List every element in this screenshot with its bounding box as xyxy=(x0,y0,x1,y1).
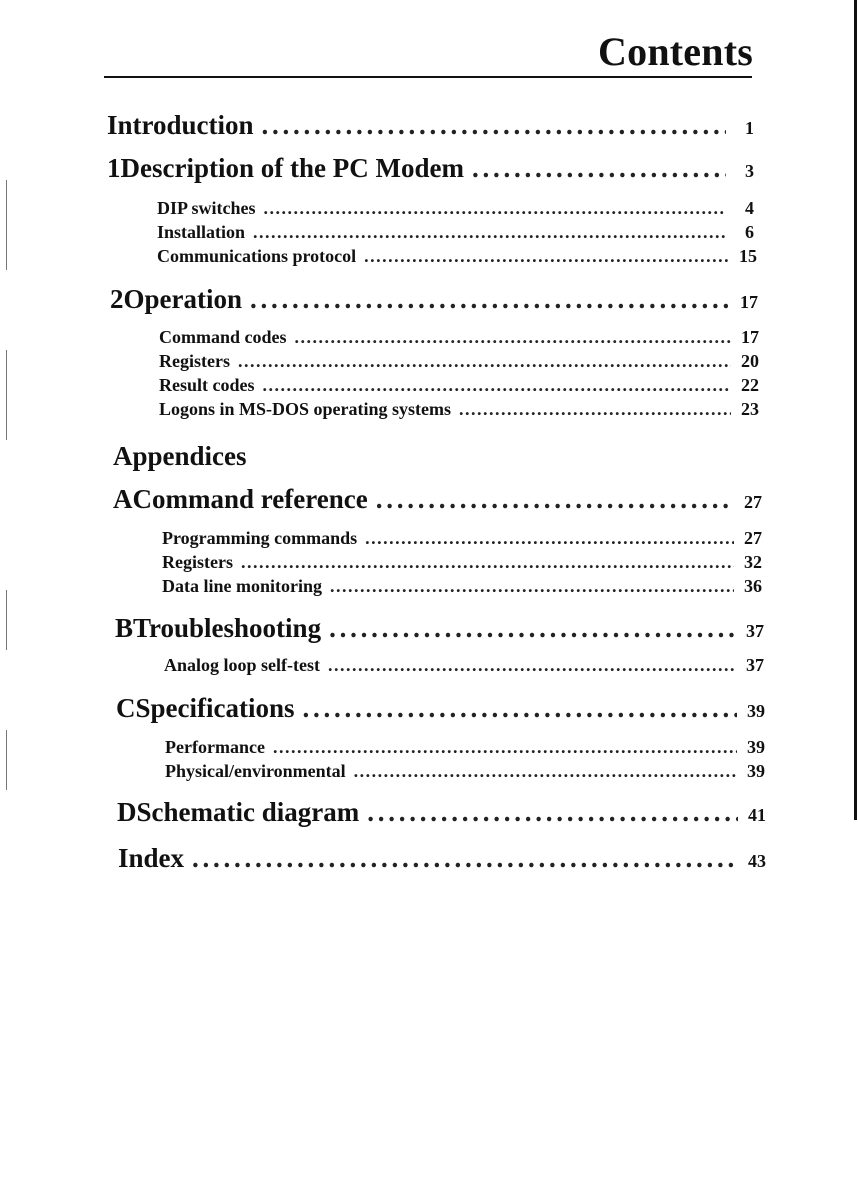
page-title: Contents xyxy=(598,29,753,74)
toc-entry-page: 39 xyxy=(747,737,765,757)
dot-leader xyxy=(295,327,731,348)
toc-entry-page: 27 xyxy=(744,528,762,548)
toc-entry-label: Schematic diagram xyxy=(136,797,360,827)
toc-entry-number: 1 xyxy=(107,153,121,183)
dot-leader xyxy=(459,399,731,420)
toc-entry-chapter-2[interactable] xyxy=(110,284,758,315)
toc-subentry[interactable] xyxy=(159,351,759,372)
toc-entry-label: Command codes xyxy=(159,327,287,347)
toc-entry-appendix-d[interactable] xyxy=(117,797,766,828)
toc-entry-label: Troubleshooting xyxy=(133,613,322,643)
toc-entry-label: Data line monitoring xyxy=(162,576,322,596)
toc-entry-page: 27 xyxy=(744,492,762,512)
toc-entry-page: 17 xyxy=(741,327,759,347)
page-edge-line xyxy=(854,0,857,820)
dot-leader xyxy=(241,552,734,573)
toc-subentry[interactable] xyxy=(162,552,762,573)
toc-subentry[interactable] xyxy=(157,222,754,243)
toc-entry-label: Programming commands xyxy=(162,528,358,548)
toc-subentry[interactable] xyxy=(162,576,762,597)
toc-entry-label: DIP switches xyxy=(157,198,256,218)
toc-entry-appendix-b[interactable] xyxy=(115,613,764,644)
toc-subentry[interactable] xyxy=(157,246,757,267)
dot-leader xyxy=(329,613,736,644)
toc-entry-page: 37 xyxy=(746,655,764,675)
dot-leader xyxy=(262,110,726,141)
toc-entry-introduction[interactable] xyxy=(107,110,754,141)
toc-subentry[interactable] xyxy=(164,655,764,676)
toc-entry-label: Communications protocol xyxy=(157,246,357,266)
toc-entry-page: 39 xyxy=(747,701,765,721)
dot-leader xyxy=(365,528,734,549)
toc-entry-label: Introduction xyxy=(107,110,254,140)
dot-leader xyxy=(376,484,734,515)
dot-leader xyxy=(303,693,738,724)
toc-entry-page: 23 xyxy=(741,399,759,419)
margin-mark xyxy=(6,730,7,790)
dot-leader xyxy=(364,246,729,267)
toc-entry-label: Registers xyxy=(162,552,233,572)
toc-entry-page: 17 xyxy=(740,292,758,312)
dot-leader xyxy=(472,153,726,184)
dot-leader xyxy=(264,198,727,219)
toc-entry-number: A xyxy=(113,484,133,514)
toc-entry-page: 41 xyxy=(748,805,766,825)
toc-entry-page: 22 xyxy=(741,375,759,395)
toc-entry-label: Command reference xyxy=(132,484,368,514)
toc-entry-label: Description of the PC Modem xyxy=(120,153,464,183)
title-rule xyxy=(104,76,752,78)
toc-entry-page: 4 xyxy=(745,198,754,218)
dot-leader xyxy=(354,761,737,782)
toc-entry-appendix-c[interactable] xyxy=(116,693,765,724)
toc-entry-chapter-1[interactable] xyxy=(107,153,754,184)
toc-entry-page: 20 xyxy=(741,351,759,371)
toc-entry-page: 6 xyxy=(745,222,754,242)
toc-subentry[interactable] xyxy=(165,761,765,782)
toc-entry-number: B xyxy=(115,613,134,643)
dot-leader xyxy=(263,375,732,396)
toc-entry-page: 39 xyxy=(747,761,765,781)
toc-entry-page: 37 xyxy=(746,621,764,641)
toc-entry-page: 36 xyxy=(744,576,762,596)
toc-entry-label: Physical/environmental xyxy=(165,761,346,781)
toc-entry-label: Performance xyxy=(165,737,265,757)
toc-entry-label: Logons in MS-DOS operating systems xyxy=(159,399,452,419)
dot-leader xyxy=(330,576,734,597)
toc-entry-page: 1 xyxy=(745,118,754,138)
toc-entry-label: Registers xyxy=(159,351,230,371)
margin-mark xyxy=(6,350,7,440)
toc-entry-number: D xyxy=(117,797,137,827)
toc-entry-page: 3 xyxy=(745,161,754,181)
dot-leader xyxy=(192,843,738,874)
dot-leader xyxy=(250,284,730,315)
dot-leader xyxy=(367,797,738,828)
dot-leader xyxy=(238,351,731,372)
toc-entry-label: Analog loop self-test xyxy=(164,655,320,675)
toc-entry-page: 15 xyxy=(739,246,757,266)
toc-subentry[interactable] xyxy=(159,375,759,396)
toc-subentry[interactable] xyxy=(159,399,759,420)
toc-entry-number: 2 xyxy=(110,284,124,314)
toc-entry-label: Operation xyxy=(123,284,242,314)
toc-entry-page: 32 xyxy=(744,552,762,572)
toc-entry-page: 43 xyxy=(748,851,766,871)
toc-entry-index[interactable] xyxy=(118,843,766,874)
toc-subentry[interactable] xyxy=(162,528,762,549)
toc-entry-label: Specifications xyxy=(135,693,295,723)
dot-leader xyxy=(328,655,736,676)
toc-entry-label: Installation xyxy=(157,222,246,242)
dot-leader xyxy=(253,222,726,243)
appendices-heading: Appendices xyxy=(113,441,247,471)
toc-entry-label: Index xyxy=(118,843,185,873)
margin-mark xyxy=(6,180,7,270)
toc-entry-number: C xyxy=(116,693,136,723)
toc-subentry[interactable] xyxy=(157,198,754,219)
dot-leader xyxy=(273,737,737,758)
margin-mark xyxy=(6,590,7,650)
toc-subentry[interactable] xyxy=(159,327,759,348)
toc-entry-appendix-a[interactable] xyxy=(113,484,762,515)
toc-entry-label: Result codes xyxy=(159,375,255,395)
toc-subentry[interactable] xyxy=(165,737,765,758)
